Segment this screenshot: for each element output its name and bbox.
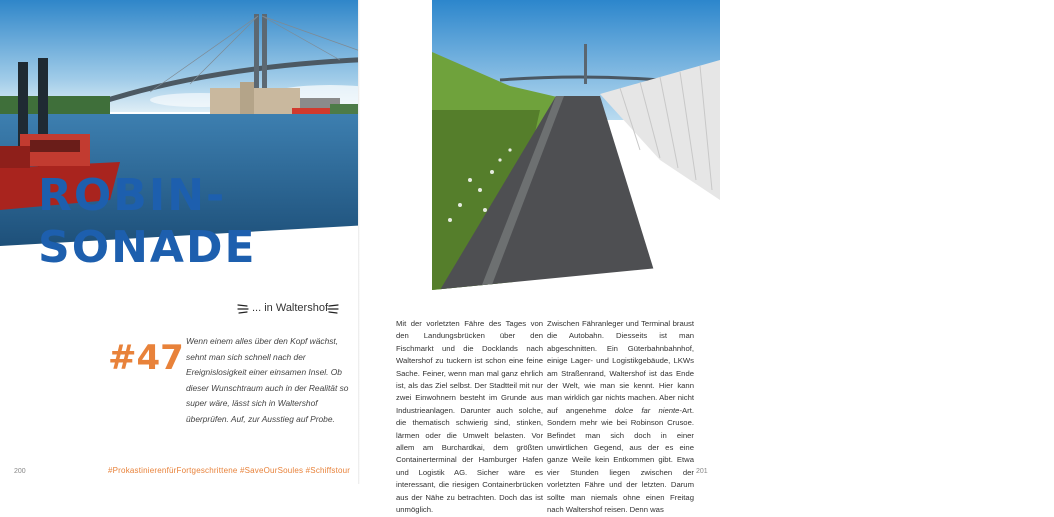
sparkle-left-icon	[236, 302, 250, 316]
body-column-1: Mit der vorletzten Fähre des Tages von den Landungsbrücken über den Fischmarkt und die Docklands nach Waltershof zu tuckern ist schon eine feine Sache. Feiner, wenn man mal ganz ehrlich ist, als das Ziel selbst. Der Stadtteil mit nur zwei Einwohnern besteht im Grunde aus Industrieanlagen. Darunter auch solche, die thematisch schwierig sind, stinken, lärmen oder die Umwelt belasten. Vor allem am Burchardkai, dem größten Containerterminal der Hamburger Hafen und Logistik AG. Sicher wäre es interessant, die riesigen Containerbrücken aus der Nähe zu betrachten. Doch das ist unmöglich.	[396, 319, 543, 515]
sparkle-right-icon	[326, 302, 340, 316]
column-2-emphasis: dolce far niente	[614, 405, 680, 415]
adventure-stamp: ABENTEUER IN SICHT	[1001, 12, 1054, 45]
title-line-1: ROBIN-	[38, 170, 227, 221]
column-2-text-b: -Art. Sondern mehr wie bei Robinson Crusoe. Befindet man sich doch in einer unwirtlichen Gegend, aus der es eine ganze Weile kein Entkommen gibt. Etwa vier Stunden liegen zwischen der vorletzten Fähre und der letzten. Darum sollte man niemals ohne einen Freitag nach Waltershof reisen. Denn was	[547, 405, 694, 515]
title-line-2: SONADE	[38, 222, 257, 273]
photo-caption: In Waltershof kann man wenig machen, nicht mal in die Irre laufen.	[800, 233, 873, 255]
left-page	[0, 0, 360, 484]
hashtags: #ProkastinierenfürFortgeschrittene #SaveOurSoules #Schiffstour	[108, 466, 351, 475]
column-2-text-a: Zwischen Fähranleger und Terminal braust die Autobahn. Diesseits ist man abgeschnitten. Ein Güterbahnbahnhof, einige Lager- und Logistikgebäude, LKWs am Straßenrand, Waltershof ist das Ende der Welt, wie man sie kennt. Hier kann man wirklich gar nichts machen. Aber nicht auf angenehme	[547, 319, 694, 415]
page-number-left: 200	[14, 468, 26, 475]
road-photo	[360, 0, 720, 290]
right-page	[360, 0, 1054, 515]
intro-text: Wenn einem alles über den Kopf wächst, sehnt man sich schnell nach der Ereignislosigkeit einer einsamen Insel. Ob dieser Wunschtraum auch in der Realität so super wäre, lässt sich in Waltershof überprüfen. Auf, zur Ausstieg auf Probe.	[186, 336, 349, 424]
page-number-right: 201	[696, 468, 708, 475]
episode-number: #47	[108, 338, 184, 378]
body-column-2	[547, 318, 694, 517]
subtitle: ... in Waltershof	[252, 302, 329, 314]
